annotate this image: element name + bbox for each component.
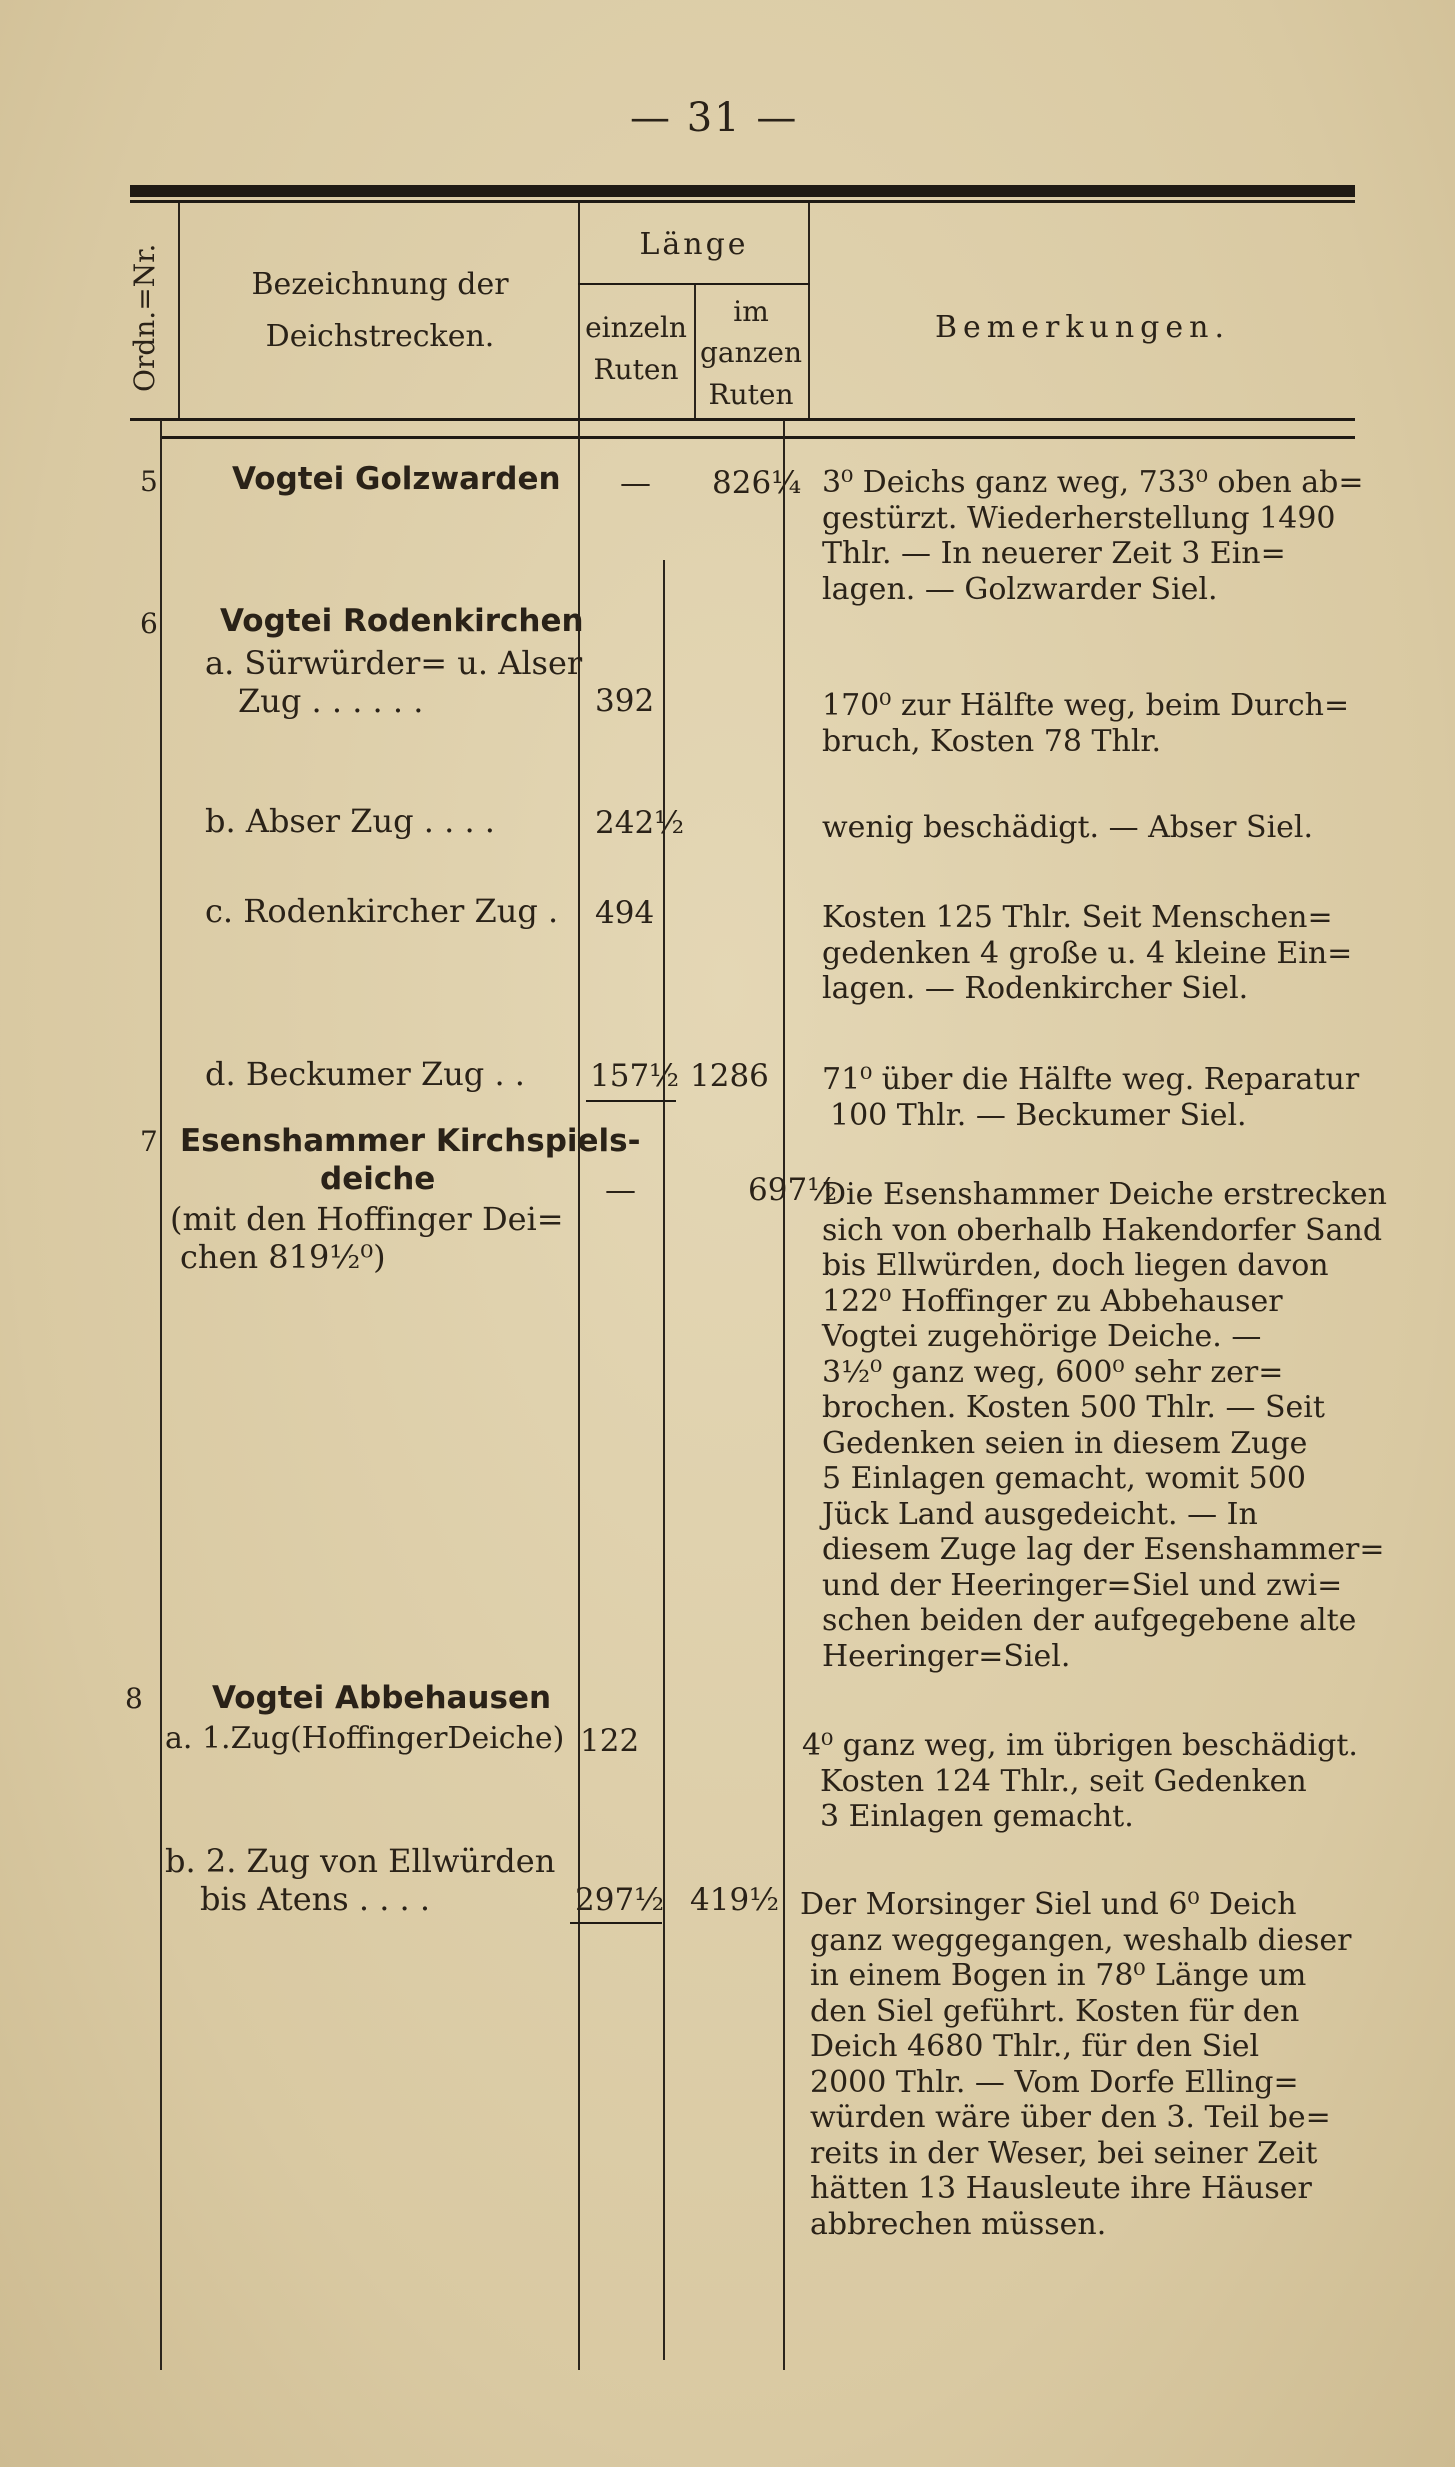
row-6a-single: 392 <box>595 683 655 719</box>
row-6b-remarks <box>822 810 1313 846</box>
top-rule <box>130 185 1355 197</box>
row-8a-single: 122 <box>580 1723 640 1759</box>
remark-line: 3⁰ Deichs ganz weg, 733⁰ oben ab= <box>822 465 1364 500</box>
remark-line: gestürzt. Wiederherstellung 1490 <box>822 500 1336 536</box>
header-single-1: einzeln <box>585 311 687 344</box>
header-remarks: Bemerkungen. <box>935 310 1230 345</box>
row-6a-name-1: a. Sürwürder= u. Alser <box>205 644 583 682</box>
remark-line: 5 Einlagen gemacht, womit 500 <box>822 1461 1306 1496</box>
remark-line: 4⁰ ganz weg, im übrigen beschädigt. <box>802 1728 1358 1763</box>
row-6c-single: 494 <box>595 895 655 931</box>
remark-line: lagen. — Golzwarder Siel. <box>822 571 1218 607</box>
row-7-name-2: deiche <box>320 1161 436 1197</box>
row-6c-remarks <box>822 900 1352 1007</box>
remark-line: Heeringer=Siel. <box>822 1638 1071 1674</box>
header-name-1: Bezeichnung der <box>251 267 509 302</box>
row-8b-name-1: b. 2. Zug von Ellwürden <box>165 1842 556 1880</box>
remark-line: 71⁰ über die Hälfte weg. Reparatur <box>822 1062 1360 1097</box>
row-7-name-1: Esenshammer Kirchspiels- <box>180 1123 641 1159</box>
header-ordn-nr: Ordn.=Nr. <box>128 243 161 392</box>
remark-line: 2000 Thlr. — Vom Dorfe Elling= <box>810 2064 1299 2100</box>
remark-line: Jück Land ausgedeicht. — In <box>822 1496 1258 1532</box>
remark-line: Der Morsinger Siel und 6⁰ Deich <box>800 1887 1297 1922</box>
header-bottom-rule <box>130 418 1355 421</box>
row-7-single: — <box>605 1172 636 1208</box>
remark-line: brochen. Kosten 500 Thlr. — Seit <box>822 1390 1325 1425</box>
header-total-1: im <box>733 295 769 328</box>
remark-line: diesem Zuge lag der Esenshammer= <box>822 1532 1385 1567</box>
remark-line: gedenken 4 große u. 4 kleine Ein= <box>822 935 1353 971</box>
remark-line: schen beiden der aufgegebene alte <box>822 1603 1357 1638</box>
row-6b-name: b. Abser Zug . . . . <box>205 802 495 840</box>
remark-line: abbrechen müssen. <box>810 2206 1107 2242</box>
row-8b-total: 419½ <box>690 1882 780 1918</box>
length-header-rule <box>578 283 810 285</box>
row-7-remarks <box>822 1177 1387 1674</box>
remark-line: 122⁰ Hoffinger zu Abbehauser <box>822 1283 1283 1319</box>
row-6d-sum-rule <box>586 1100 676 1102</box>
row-8-name: Vogtei Abbehausen <box>212 1680 552 1716</box>
header-single-2: Ruten <box>593 353 679 386</box>
row-6-name: Vogtei Rodenkirchen <box>220 603 584 639</box>
remark-line: den Siel geführt. Kosten für den <box>810 1993 1300 2029</box>
body-divider-nr <box>160 420 162 2370</box>
row-6d-name: d. Beckumer Zug . . <box>205 1055 525 1093</box>
remark-line: 170⁰ zur Hälfte weg, beim Durch= <box>822 688 1350 723</box>
remark-line: reits in der Weser, bei seiner Zeit <box>810 2135 1318 2171</box>
page-number: — 31 — <box>630 95 799 141</box>
remark-line: Deich 4680 Thlr., für den Siel <box>810 2029 1260 2064</box>
remark-line: 3 Einlagen gemacht. <box>820 1799 1134 1834</box>
body-divider-total <box>783 420 785 2370</box>
header-total-2: ganzen <box>699 336 802 369</box>
row-6d-total: 1286 <box>690 1058 769 1094</box>
header-total-3: Ruten <box>708 378 794 411</box>
row-8b-remarks <box>800 1887 1352 2242</box>
row-5-remarks <box>822 465 1364 607</box>
remark-line: sich von oberhalb Hakendorfer Sand <box>822 1212 1383 1248</box>
row-5-total: 826¼ <box>712 465 802 501</box>
top-rule-thin <box>130 200 1355 203</box>
row-6b-single: 242½ <box>595 805 685 841</box>
row-5-name: Vogtei Golzwarden <box>232 461 561 497</box>
row-8a-remarks <box>802 1728 1358 1835</box>
remark-line: lagen. — Rodenkircher Siel. <box>822 971 1249 1006</box>
row-8a-name: a. 1.Zug(HoffingerDeiche) <box>165 1721 565 1756</box>
remark-line: hätten 13 Hausleute ihre Häuser <box>810 2171 1312 2206</box>
remark-line: Thlr. — In neuerer Zeit 3 Ein= <box>822 536 1286 571</box>
row-8b-sum-rule <box>570 1922 662 1924</box>
col-divider-nr <box>178 203 180 418</box>
remark-line: Kosten 125 Thlr. Seit Menschen= <box>822 900 1333 935</box>
header-name-2: Deichstrecken. <box>265 319 495 354</box>
row-5-single: — <box>620 465 651 501</box>
body-divider-name <box>578 420 580 2370</box>
row-7-total: 697½ <box>748 1172 838 1208</box>
remark-line: ganz weggegangen, weshalb dieser <box>810 1922 1352 1958</box>
row-5-nr: 5 <box>140 465 158 498</box>
row-8b-name-2: bis Atens . . . . <box>200 1880 431 1918</box>
row-6d-remarks <box>822 1062 1359 1133</box>
remark-line: bis Ellwürden, doch liegen davon <box>822 1248 1329 1283</box>
remark-line: Vogtei zugehörige Deiche. — <box>822 1319 1262 1354</box>
row-6-nr: 6 <box>140 607 158 640</box>
remark-line: Die Esenshammer Deiche erstrecken <box>822 1177 1387 1212</box>
row-6d-single: 157½ <box>590 1058 680 1094</box>
remark-line: Kosten 124 Thlr., seit Gedenken <box>820 1763 1307 1799</box>
remark-line: 100 Thlr. — Beckumer Siel. <box>830 1097 1247 1133</box>
remark-line: und der Heeringer=Siel und zwi= <box>822 1567 1343 1603</box>
row-6a-remarks <box>822 688 1349 759</box>
remark-line: bruch, Kosten 78 Thlr. <box>822 723 1162 759</box>
row-7-sub-1: (mit den Hoffinger Dei= <box>170 1200 564 1238</box>
row-6a-name-2: Zug . . . . . . <box>238 682 424 720</box>
remark-line: in einem Bogen in 78⁰ Länge um <box>810 1958 1307 1993</box>
remark-line: Gedenken seien in diesem Zuge <box>822 1425 1308 1461</box>
row-8-nr: 8 <box>125 1682 143 1715</box>
row-7-nr: 7 <box>140 1125 158 1158</box>
row-7-sub-2: chen 819½⁰) <box>180 1238 386 1276</box>
remark-line: 3½⁰ ganz weg, 600⁰ sehr zer= <box>822 1354 1284 1390</box>
header-length: Länge <box>639 227 749 262</box>
row-8b-single: 297½ <box>575 1882 665 1918</box>
remark-line: wenig beschädigt. — Abser Siel. <box>822 810 1314 845</box>
row-6c-name: c. Rodenkircher Zug . <box>205 892 559 930</box>
remark-line: würden wäre über den 3. Teil be= <box>810 2100 1331 2135</box>
header-bottom-rule-2 <box>160 436 1355 439</box>
